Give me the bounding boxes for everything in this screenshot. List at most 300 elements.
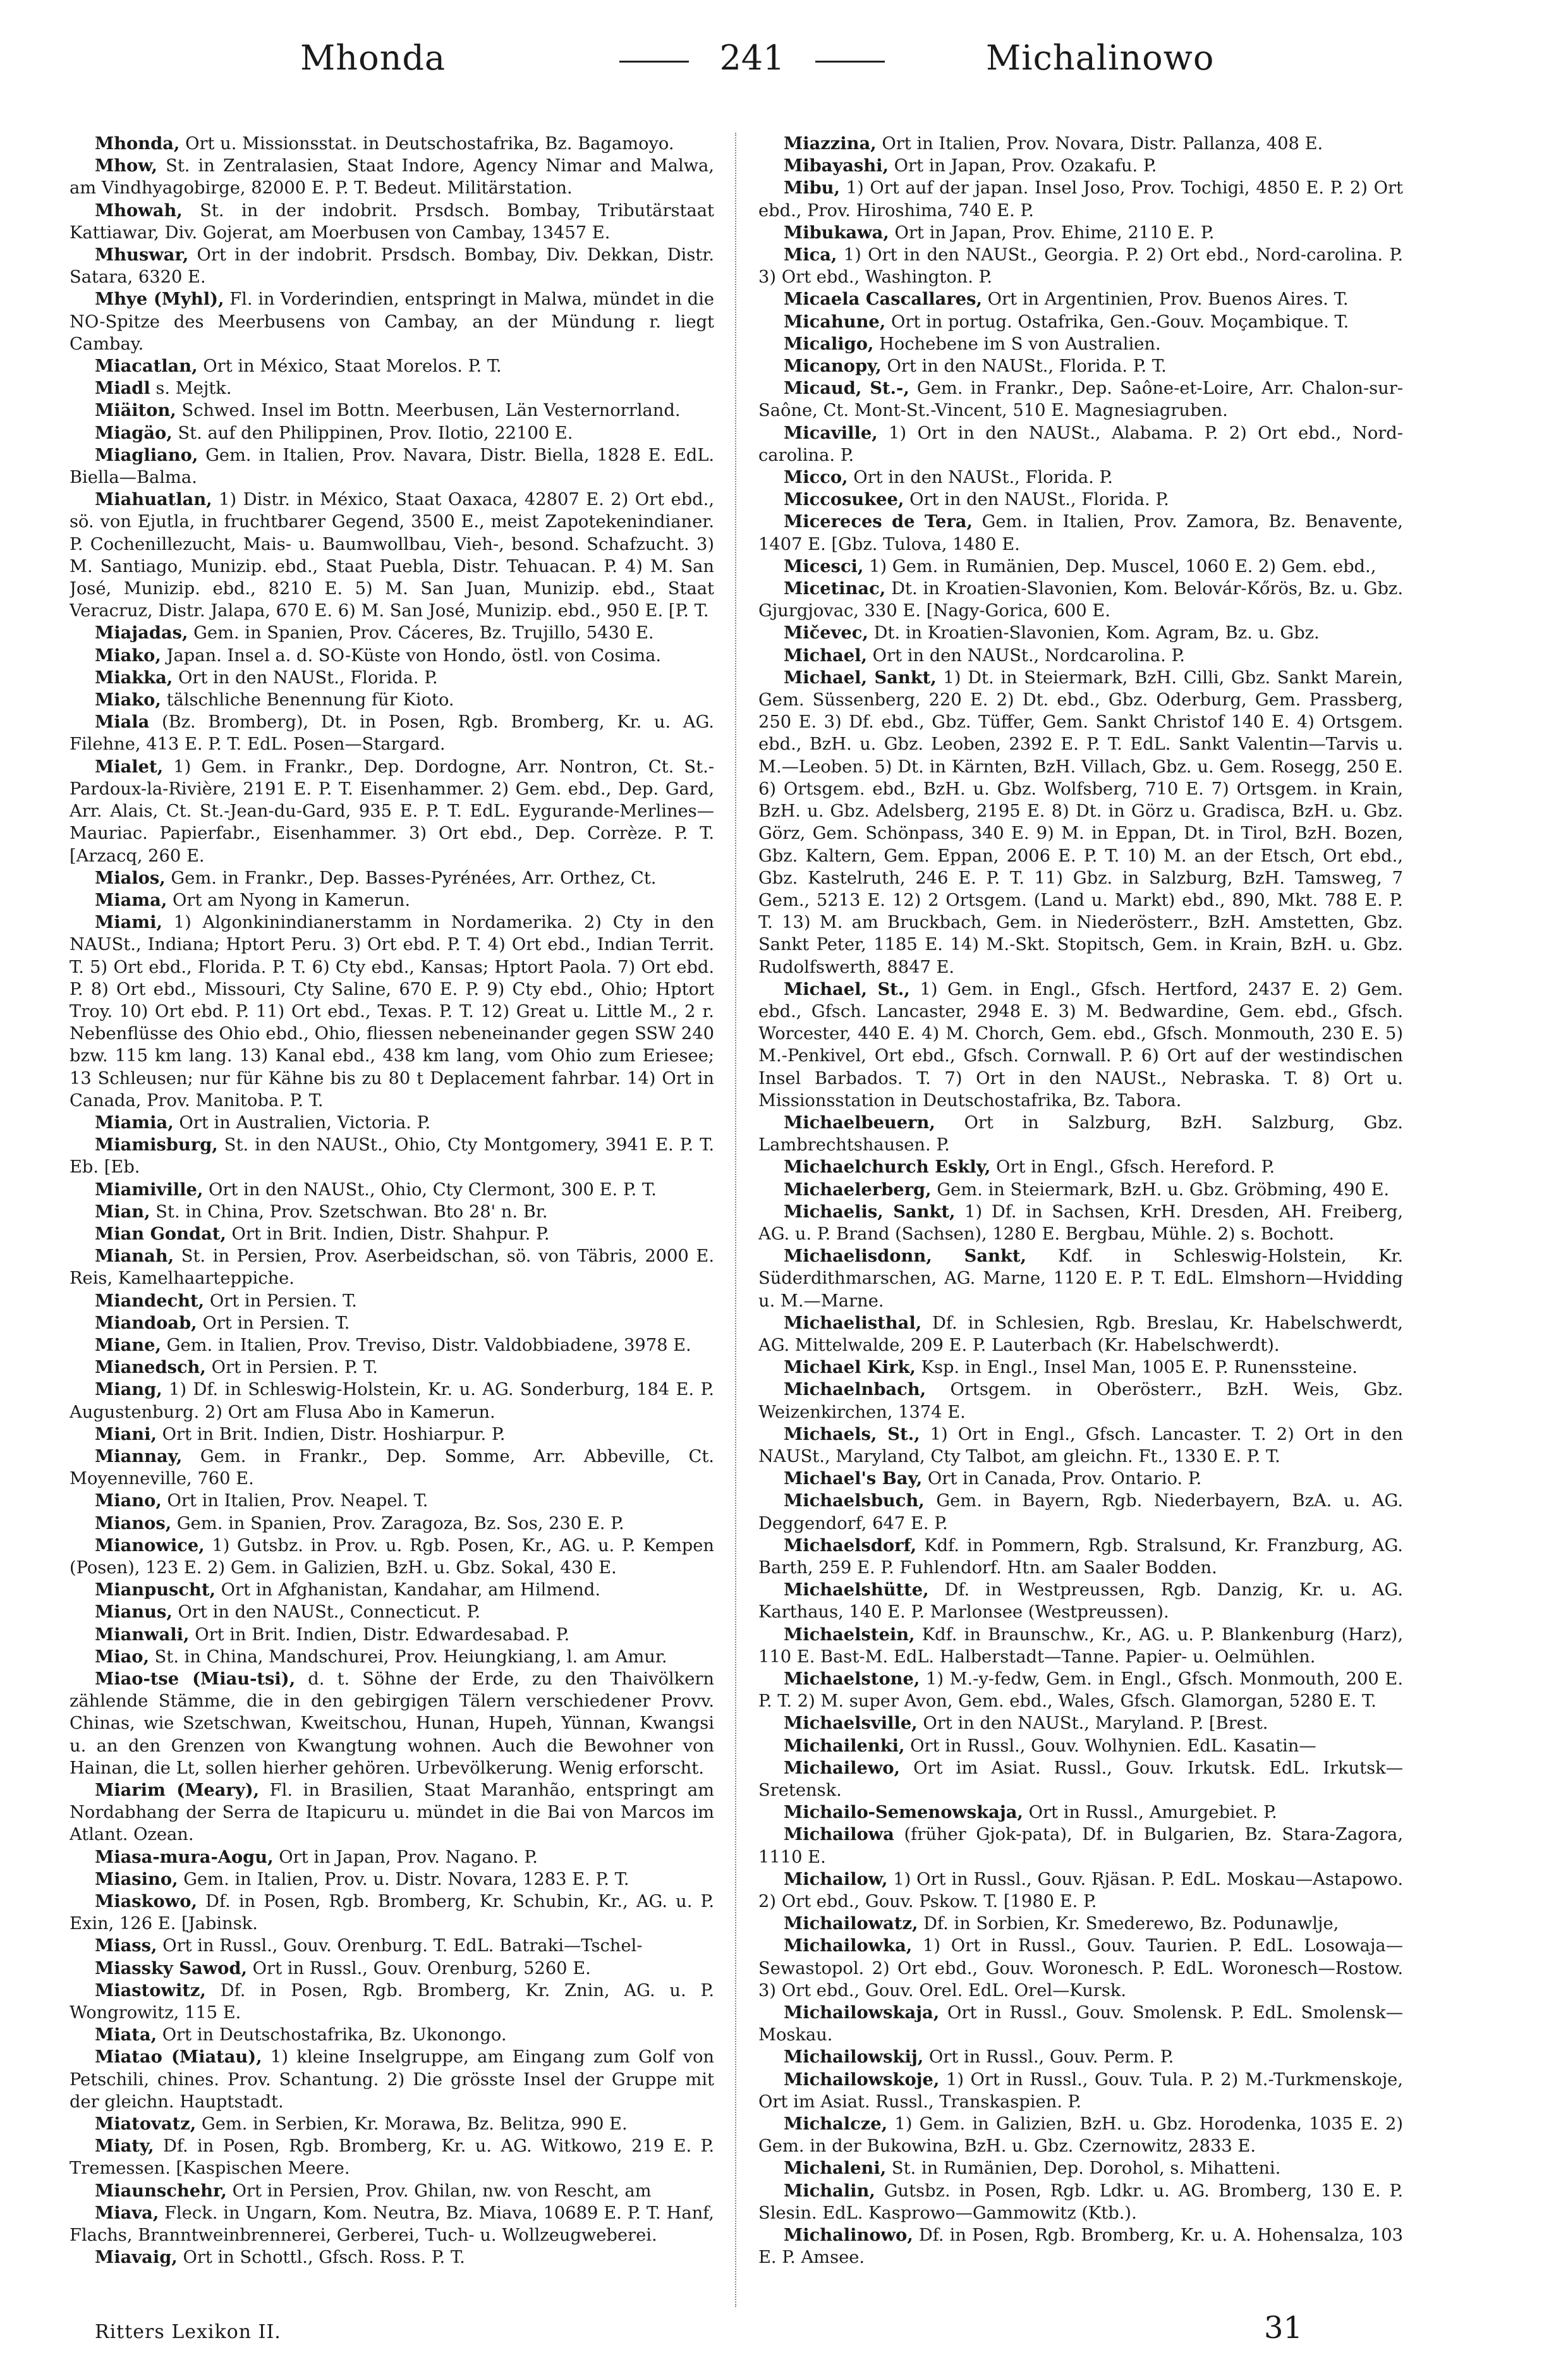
entry-text: Ort in Canada, Prov. Ontario. P. — [922, 1469, 1202, 1489]
dictionary-entry — [70, 1312, 714, 1334]
entry-text: Gem. in Frankr., Dep. Saône-et-Loire, Arr. Chalon-sur-Saône, Ct. Mont-St.-Vincent, 510 E. Magnesiagruben. — [758, 379, 1403, 421]
entry-text: Ksp. in Engl., Insel Man, 1005 E. P. Runenssteine. — [915, 1358, 1358, 1378]
entry-headword: Michailowatz, — [784, 1913, 918, 1934]
entry-headword: Michael's Bay, — [784, 1468, 923, 1489]
dictionary-entry — [70, 1423, 714, 1446]
dictionary-entry — [70, 1223, 714, 1245]
dictionary-entry — [758, 177, 1403, 221]
dictionary-entry — [70, 1134, 714, 1178]
entry-text: 1) kleine Inselgruppe, am Eingang zum Golf von Petschili, chines. Prov. Schantung. 2) Die grösste Insel der Gruppe mit der gleichn. Hauptstadt. — [70, 2047, 714, 2112]
entry-text: 1) Distr. in México, Staat Oaxaca, 42807 E. 2) Ort ebd., sö. von Ejutla, in fruchtbarer Gegend, 3500 E., meist Zapotekenindianer. P. Cochenillezucht, Mais- u. Baumwollbau, Vieh-, besond. Schafzucht. 3) M. Santiago, Munizip. ebd., Staat Puebla, Distr. Tehuacan. P. 4) M. San José, Munizip. ebd., 8210 E. 5) M. San Juan, Munizip. ebd., Staat Veracruz, Distr. Jalapa, 670 E. 6) M. San José, Munizip. ebd., 950 E. [P. T. — [70, 490, 714, 621]
entry-text: Fl. in Vorderindien, entspringt in Malwa, mündet in die NO-Spitze des Meerbusens von Cambay, an der Mündung r. liegt Cambay. — [70, 289, 714, 354]
dictionary-entry — [758, 1757, 1403, 1801]
entry-text: Gem. in Spanien, Prov. Cáceres, Bz. Trujillo, 5430 E. — [188, 623, 654, 643]
entry-headword: Miatao (Miatau), — [95, 2047, 262, 2068]
dictionary-entry — [758, 1624, 1403, 1668]
entry-headword: Mianah, — [95, 1246, 174, 1267]
entry-text: Ort in Engl., Gfsch. Hereford. P. — [990, 1157, 1275, 1178]
entry-headword: Miakka, — [95, 667, 173, 688]
dictionary-entry — [70, 889, 714, 911]
entry-text: Fleck. in Ungarn, Kom. Neutra, Bz. Miava, 10689 E. P. T. Hanf, Flachs, Branntweinbrennerei, Gerberei, Tuch- u. Wollzeugweberei. — [70, 2203, 714, 2246]
dictionary-entry — [70, 622, 714, 644]
entry-text: 1) Gem. in Galizien, BzH. u. Gbz. Horodenka, 1035 E. 2) Gem. in der Bukowina, BzH. u. Gbz. Czernowitz, 2833 E. — [758, 2114, 1403, 2157]
entry-text: Ort in der indobrit. Prsdsch. Bombay, Div. Dekkan, Distr. Satara, 6320 E. — [70, 245, 714, 288]
dictionary-entry — [758, 1379, 1403, 1423]
dictionary-entry — [70, 1779, 714, 1846]
dictionary-entry — [758, 1735, 1403, 1757]
dictionary-entry — [758, 1913, 1403, 1935]
dictionary-entry — [758, 288, 1403, 310]
dictionary-entry — [70, 667, 714, 689]
dictionary-entry — [70, 689, 714, 711]
entry-text: Ort in den NAUSt., Florida. P. — [904, 490, 1169, 510]
entry-headword: Michaelbeuern, — [784, 1112, 935, 1133]
dictionary-entry — [70, 200, 714, 244]
entry-text: 1) Df. in Sachsen, KrH. Dresden, AH. Freiberg, AG. u. P. Brand (Sachsen), 1280 E. Bergbau, Mühle. 2) s. Bochott. — [758, 1202, 1403, 1244]
entry-headword: Michael Kirk, — [784, 1357, 916, 1378]
entry-headword: Michael, St., — [784, 978, 910, 999]
entry-headword: Michaels, St., — [784, 1423, 920, 1444]
dictionary-entry — [758, 2180, 1403, 2224]
entry-text: Ort in den NAUSt., Ohio, Cty Clermont, 300 E. P. T. — [203, 1179, 657, 1200]
dictionary-entry — [70, 1490, 714, 1512]
entry-text: Ort in Russl., Gouv. Wolhynien. EdL. Kasatin— — [904, 1736, 1316, 1756]
entry-headword: Mianos, — [95, 1513, 172, 1533]
entry-text: Df. in Sorbien, Kr. Smederewo, Bz. Podunawlje, — [918, 1914, 1339, 1934]
entry-text: Ort in Russl., Gouv. Smolensk. P. EdL. Smolensk—Moskau. — [758, 2003, 1403, 2045]
entry-text: Ort in portug. Ostafrika, Gen.-Gouv. Moçambique. T. — [885, 312, 1349, 332]
entry-headword: Miano, — [95, 1490, 162, 1511]
entry-text: Dt. in Kroatien-Slavonien, Kom. Agram, Bz. u. Gbz. — [868, 623, 1320, 643]
dictionary-entry — [70, 2202, 714, 2246]
entry-text: St. in der indobrit. Prsdsch. Bombay, Tributärstaat Kattiawar, Div. Gojerat, am Moerbusen von Cambay, 13457 E. — [70, 200, 714, 243]
entry-text: s. Mejtk. — [150, 379, 232, 399]
dictionary-entry — [70, 1245, 714, 1289]
entry-headword: Miaskowo, — [95, 1891, 197, 1912]
column-divider — [735, 133, 736, 2307]
entry-text: (früher Gjok-pata), Df. in Bulgarien, Bz. Stara-Zagora, 1110 E. — [758, 1825, 1403, 1867]
entry-headword: Mhow, — [95, 155, 158, 176]
entry-text: Df. in Posen, Rgb. Bromberg, Kr. u. AG. Witkowo, 219 E. P. Tremessen. [Kaspischen Meere. — [70, 2136, 714, 2179]
entry-text: St. in den NAUSt., Ohio, Cty Montgomery, 3941 E. P. T. Eb. [Eb. — [70, 1135, 714, 1178]
entry-text: Ort in México, Staat Morelos. P. T. — [197, 356, 502, 377]
entry-headword: Micaud, St.-, — [784, 378, 909, 399]
entry-text: 1) Gutsbz. in Prov. u. Rgb. Posen, Kr., AG. u. P. Kempen (Posen), 123 E. 2) Gem. in Galizien, BzH. u. Gbz. Sokal, 430 E. — [70, 1535, 714, 1578]
entry-headword: Micahune, — [784, 311, 886, 332]
running-head-left: Mhonda — [300, 38, 446, 78]
entry-text: Gutsbz. in Posen, Rgb. Ldkr. u. AG. Bromberg, 130 E. P. Slesin. EdL. Kasprowo—Gammowitz (Ktb.). — [758, 2181, 1403, 2223]
entry-text: Ort in Afghanistan, Kandahar, am Hilmend. — [216, 1580, 601, 1600]
entry-text: Ort in Italien, Prov. Novara, Distr. Pallanza, 408 E. — [876, 134, 1323, 154]
entry-headword: Michaelerberg, — [784, 1179, 932, 1200]
entry-headword: Miang, — [95, 1379, 162, 1400]
dictionary-entry — [70, 1535, 714, 1579]
dictionary-entry — [70, 1446, 714, 1490]
dictionary-entry — [70, 489, 714, 622]
entry-headword: Michalin, — [784, 2180, 875, 2201]
dictionary-entry — [758, 2046, 1403, 2068]
entry-text: 1) M.-y-fedw, Gem. in Engl., Gfsch. Monmouth, 200 E. P. T. 2) M. super Avon, Gem. ebd., Wales, Gfsch. Glamorgan, 5280 E. T. — [758, 1669, 1403, 1712]
entry-headword: Mianpuscht, — [95, 1580, 216, 1600]
entry-headword: Mibayashi, — [784, 155, 889, 176]
dictionary-entry — [758, 466, 1403, 489]
entry-headword: Mibukawa, — [784, 222, 889, 243]
entry-headword: Michailowa — [784, 1824, 894, 1845]
dictionary-entry — [70, 1179, 714, 1201]
entry-headword: Michael, Sankt, — [784, 667, 937, 688]
entry-text: Ort in den NAUSt., Connecticut. P. — [172, 1602, 481, 1623]
entry-headword: Michailewo, — [784, 1757, 901, 1778]
entry-text: St. in China, Prov. Szetschwan. Bto 28' n. Br. — [150, 1202, 548, 1222]
entry-text: Gem. in Frankr., Dep. Somme, Arr. Abbeville, Ct. Moyenneville, 760 E. — [70, 1446, 714, 1489]
entry-text: 1) Ort in Engl., Gfsch. Lancaster. T. 2) Ort in den NAUSt., Maryland, Cty Talbot, am gleichn. Ft., 1330 E. P. T. — [758, 1424, 1403, 1466]
page-number: 241 — [619, 38, 885, 78]
entry-text: 1) Gem. in Rumänien, Dep. Muscel, 1060 E. 2) Gem. ebd., — [863, 556, 1377, 576]
dictionary-entry — [70, 2246, 714, 2269]
dictionary-entry — [70, 2135, 714, 2179]
dictionary-entry — [70, 711, 714, 755]
entry-headword: Miamisburg, — [95, 1135, 218, 1155]
entry-headword: Michaelsdorf, — [784, 1535, 917, 1556]
entry-headword: Michaleni, — [784, 2158, 887, 2179]
dictionary-entry — [70, 244, 714, 288]
dictionary-entry — [70, 1868, 714, 1891]
entry-text: Gem. in Spanien, Prov. Zaragoza, Bz. Sos, 230 E. P. — [171, 1513, 624, 1533]
entry-headword: Michailenki, — [784, 1735, 905, 1756]
entry-headword: Miasa-mura-Aogu, — [95, 1846, 274, 1867]
dictionary-entry — [758, 1535, 1403, 1579]
dictionary-entry — [70, 1624, 714, 1646]
dictionary-entry — [758, 1712, 1403, 1734]
dictionary-entry — [758, 2224, 1403, 2269]
entry-text: Gem. in Italien, Prov. Treviso, Distr. Valdobbiadene, 3978 E. — [161, 1335, 691, 1355]
entry-headword: Michaelis, Sankt, — [784, 1201, 956, 1222]
dictionary-entry — [758, 155, 1403, 177]
dictionary-entry — [758, 556, 1403, 578]
dictionary-entry — [70, 756, 714, 867]
entry-headword: Miala — [95, 712, 150, 733]
entry-text: tälschliche Benennung für Kioto. — [161, 690, 454, 710]
left-column — [70, 133, 714, 2307]
dictionary-entry — [758, 1312, 1403, 1356]
entry-headword: Miane, — [95, 1334, 161, 1355]
entry-text: Ort in den NAUSt., Nordcarolina. P. — [866, 645, 1185, 666]
entry-text: St. in Zentralasien, Staat Indore, Agency Nimar and Malwa, am Vindhyagobirge, 82000 E. P. T. Bedeut. Militärstation. — [70, 156, 714, 198]
entry-headword: Micanopy, — [784, 356, 882, 377]
dictionary-entry — [70, 1290, 714, 1312]
dictionary-entry — [758, 377, 1403, 422]
entry-headword: Miamia, — [95, 1112, 174, 1133]
entry-text: Ort am Nyong in Kamerun. — [167, 890, 410, 910]
entry-text: Ort in Australien, Victoria. P. — [173, 1112, 431, 1133]
entry-headword: Micereces de Tera, — [784, 511, 973, 532]
right-column — [758, 133, 1403, 2307]
dictionary-entry — [70, 1601, 714, 1623]
entry-headword: Mhonda, — [95, 133, 180, 154]
entry-headword: Mian Gondat, — [95, 1223, 226, 1244]
entry-text: St. in Persien, Prov. Aserbeidschan, sö. von Täbris, 2000 E. Reis, Kamelhaarteppiche. — [70, 1246, 714, 1289]
dictionary-entry — [70, 1935, 714, 1957]
dictionary-entry — [70, 911, 714, 1112]
dictionary-entry — [70, 1201, 714, 1223]
entry-headword: Michaelstein, — [784, 1624, 915, 1645]
dictionary-entry — [70, 1891, 714, 1935]
dictionary-entry — [70, 2046, 714, 2113]
dictionary-entry — [758, 133, 1403, 155]
dictionary-entry — [758, 2069, 1403, 2113]
entry-headword: Miavaig, — [95, 2247, 178, 2268]
entry-headword: Michailowskoje, — [784, 2069, 940, 2090]
entry-text: Ort in Schottl., Gfsch. Ross. P. T. — [177, 2248, 465, 2268]
dictionary-entry — [758, 667, 1403, 978]
dictionary-entry — [758, 1156, 1403, 1178]
entry-headword: Miajadas, — [95, 623, 188, 643]
dictionary-entry — [70, 1668, 714, 1779]
entry-headword: Micaligo, — [784, 333, 874, 354]
entry-headword: Mica, — [784, 245, 837, 265]
entry-text: Ort in den NAUSt., Maryland. P. [Brest. — [917, 1714, 1268, 1734]
entry-text: Gem. in Steiermark, BzH. u. Gbz. Gröbming, 490 E. — [931, 1179, 1390, 1200]
entry-headword: Mialos, — [95, 867, 166, 888]
entry-text: 1) Ort in Russl., Gouv. Taurien. P. EdL. Losowaja—Sewastopol. 2) Ort ebd., Gouv. Woronesch. P. EdL. Woronesch—Rostow. 3) Ort ebd., Gouv. Orel. EdL. Orel—Kursk. — [758, 1936, 1403, 2001]
sheet-number: 31 — [1264, 2310, 1303, 2346]
dictionary-entry — [758, 244, 1403, 288]
entry-text: 1) Ort in den NAUSt., Georgia. P. 2) Ort ebd., Nord-carolina. P. 3) Ort ebd., Washington. P. — [758, 245, 1403, 288]
entry-text: Dt. in Kroatien-Slavonien, Kom. Belovár-Kőrös, Bz. u. Gbz. Gjurgjovac, 330 E. [Nagy-Gorica, 600 E. — [758, 579, 1403, 621]
entry-headword: Micesci, — [784, 556, 864, 576]
entry-text: Ort in Italien, Prov. Neapel. T. — [161, 1491, 428, 1511]
entry-text: Gem. in Frankr., Dep. Basses-Pyrénées, Arr. Orthez, Ct. — [165, 868, 657, 888]
dictionary-entry — [758, 1490, 1403, 1534]
dictionary-entry — [758, 1801, 1403, 1824]
dictionary-entry — [70, 1579, 714, 1601]
dictionary-entry — [70, 444, 714, 489]
entry-text: Kdf. in Braunschw., Kr., AG. u. P. Blankenburg (Harz), 110 E. Bast-M. EdL. Halberstadt—Tanne. Papier- u. Oelmühlen. — [758, 1624, 1403, 1667]
entry-text: Ort u. Missionsstat. in Deutschostafrika, Bz. Bagamoyo. — [179, 134, 674, 154]
dictionary-entry — [758, 311, 1403, 333]
dictionary-entry — [758, 978, 1403, 1112]
dictionary-entry — [758, 1468, 1403, 1490]
entry-text: Ort in den NAUSt., Florida. P. — [173, 667, 438, 688]
entry-headword: Miako, — [95, 690, 161, 710]
entry-headword: Micaela Cascallares, — [784, 289, 982, 310]
entry-headword: Mhye (Myhl), — [95, 289, 224, 310]
entry-text: Ort in Persien. T. — [197, 1313, 350, 1333]
entry-text: Df. in Posen, Rgb. Bromberg, Kr. Znin, AG. u. P. Wongrowitz, 115 E. — [70, 1980, 714, 2023]
entry-headword: Michailowskaja, — [784, 2002, 940, 2023]
running-head-right: Michalinowo — [986, 38, 1215, 78]
entry-headword: Miama, — [95, 889, 167, 910]
entry-headword: Miäiton, — [95, 400, 176, 421]
entry-text: 1) Df. in Schleswig-Holstein, Kr. u. AG. Sonderburg, 184 E. P. Augustenburg. 2) Ort am Flusa Abo in Kamerun. — [70, 1380, 714, 1422]
entry-headword: Miani, — [95, 1423, 157, 1444]
entry-headword: Mianedsch, — [95, 1357, 206, 1378]
entry-headword: Miatovatz, — [95, 2114, 197, 2135]
entry-headword: Miastowitz, — [95, 1980, 206, 2001]
dictionary-entry — [758, 645, 1403, 667]
dictionary-entry — [758, 222, 1403, 244]
entry-text: Fl. in Brasilien, Staat Maranhão, entspringt am Nordabhang der Serra de Itapicuru u. mündet in die Bai von Marcos im Atlant. Ozean. — [70, 1781, 714, 1845]
entry-text: Df. in Westpreussen, Rgb. Danzig, Kr. u. AG. Karthaus, 140 E. P. Marlonsee (Westpreussen). — [758, 1580, 1403, 1623]
entry-text: Hochebene im S von Australien. — [873, 334, 1161, 354]
entry-text: Ort in Russl., Gouv. Perm. P. — [923, 2047, 1174, 2068]
entry-text: Ort in Japan, Prov. Ozakafu. P. — [889, 156, 1157, 176]
entry-headword: Michaelshütte, — [784, 1580, 929, 1600]
entry-text: 1) Dt. in Steiermark, BzH. Cilli, Gbz. Sankt Marein, Gem. Süssenberg, 220 E. 2) Dt. ebd., Gbz. Oderburg, Gem. Prassberg, 250 E. 3) Df. ebd., Gbz. Tüffer, Gem. Sankt Christof 140 E. 4) Ortsgem. ebd., BzH. u. Gbz. Leoben, 2392 E. P. T. EdL. Sankt Valentin—Tarvis u. M.—Leoben. 5) Dt. in Kärnten, BzH. Villach, Gbz. u. Gem. Rosegg, 250 E. 6) Ortsgem. ebd., BzH. u. Gbz. Wolfsberg, 710 E. 7) Ortsgem. in Krain, BzH. u. Gbz. Adelsberg, 2195 E. 8) Dt. in Görz u. Gradisca, BzH. u. Gbz. Görz, Gem. Schönpass, 340 E. 9) M. in Eppan, Dt. in Tirol, BzH. Bozen, Gbz. Kaltern, Gem. Eppan, 2006 E. P. T. 10) M. an der Etsch, Ort ebd., Gbz. Kastelruth, 246 E. P. T. 11) Gbz. in Salzburg, BzH. Tamsweg, 7 Gem., 5213 E. 12) 2 Ortsgem. (Land u. Markt) ebd., 890, Mkt. 788 E. P. T. 13) M. am Bruckbach, Gem. in Niederösterr., BzH. Amstetten, Gbz. Sankt Peter, 1185 E. 14) M.-Skt. Stopitsch, Gem. in Krain, BzH. u. Gbz. Rudolfswerth, 8847 E. — [758, 667, 1403, 977]
dictionary-entry — [758, 1112, 1403, 1156]
entry-text: Ort in Russl., Amurgebiet. P. — [1023, 1803, 1277, 1823]
dictionary-entry — [70, 1112, 714, 1134]
entry-text: Ort in Argentinien, Prov. Buenos Aires. T. — [982, 289, 1349, 310]
entry-headword: Mičevec, — [784, 623, 868, 643]
entry-text: Gem. in Italien, Prov. u. Distr. Novara, 1283 E. P. T. — [178, 1869, 629, 1889]
entry-headword: Miami, — [95, 912, 163, 933]
dictionary-entry — [758, 1935, 1403, 2002]
entry-text: 1) Ort in Russl., Gouv. Rjäsan. P. EdL. Moskau—Astapowo. 2) Ort ebd., Gouv. Pskow. T. [1980 E. P. — [758, 1869, 1403, 1912]
entry-headword: Michaelisthal, — [784, 1312, 922, 1333]
entry-text: Kdf. in Schleswig-Holstein, Kr. Süderdithmarschen, AG. Marne, 1120 E. P. T. EdL. Elmshorn—Hvidding u. M.—Marne. — [758, 1246, 1403, 1311]
entry-headword: Mhowah, — [95, 200, 183, 221]
dictionary-entry — [758, 511, 1403, 555]
dictionary-entry — [758, 1668, 1403, 1712]
entry-headword: Miandecht, — [95, 1290, 205, 1311]
entry-headword: Miava, — [95, 2202, 159, 2223]
dictionary-entry — [70, 1958, 714, 1980]
entry-headword: Miassky Sawod, — [95, 1958, 247, 1978]
entry-headword: Miahuatlan, — [95, 489, 212, 510]
entry-text: (Bz. Bromberg), Dt. in Posen, Rgb. Bromberg, Kr. u. AG. Filehne, 413 E. P. T. EdL. Posen—Stargard. — [70, 712, 714, 755]
entry-text: Ort in Russl., Gouv. Orenburg. T. EdL. Batraki—Tschel- — [157, 1936, 643, 1956]
dictionary-entry — [70, 155, 714, 199]
entry-text: St. auf den Philippinen, Prov. Ilotio, 22100 E. — [172, 423, 573, 443]
entry-headword: Michalinowo, — [784, 2225, 913, 2246]
dictionary-entry — [758, 2157, 1403, 2179]
dictionary-entry — [758, 1245, 1403, 1312]
entry-text: 1) Algonkinindianerstamm in Nordamerika. 2) Cty in den NAUSt., Indiana; Hptort Peru. 3) Ort ebd. P. T. 4) Ort ebd., Indian Territ. T. 5) Ort ebd., Florida. P. T. 6) Cty ebd., Kansas; Hptort Paola. 7) Ort ebd. P. 8) Ort ebd., Missouri, Cty Saline, 670 E. P. 9) Cty ebd., Ohio; Hptort Troy. 10) Ort ebd. P. 11) Ort ebd., Texas. P. T. 12) Great u. Little M., 2 r. Nebenflüsse des Ohio ebd., Ohio, fliessen nebeneinander gegen SSW 240 bzw. 115 km lang. 13) Kanal ebd., 438 km lang, vom Ohio zum Eriesee; 13 Schleusen; nur für Kähne bis zu 80 t Deplacement fahrbar. 14) Ort in Canada, Prov. Manitoba. P. T. — [70, 913, 714, 1111]
entry-headword: Mianwali, — [95, 1624, 190, 1645]
entry-headword: Mhuswar, — [95, 245, 189, 265]
entry-text: 1) Ort auf der japan. Insel Joso, Prov. Tochigi, 4850 E. P. 2) Ort ebd., Prov. Hiroshima, 740 E. P. — [758, 178, 1403, 221]
dictionary-entry — [70, 288, 714, 355]
dictionary-entry — [70, 1379, 714, 1423]
dictionary-entry — [758, 1356, 1403, 1379]
entry-text: Ort in Russl., Gouv. Orenburg, 5260 E. — [246, 1958, 591, 1978]
dictionary-entry — [70, 1356, 714, 1379]
entry-headword: Miccosukee, — [784, 489, 904, 510]
entry-text: Gem. in Italien, Prov. Navara, Distr. Biella, 1828 E. EdL. Biella—Balma. — [70, 445, 714, 488]
entry-headword: Miagäo, — [95, 422, 173, 443]
dictionary-entry — [758, 2002, 1403, 2046]
dictionary-entry — [758, 1579, 1403, 1623]
dictionary-entry — [758, 622, 1403, 644]
entry-text: Ort in Brit. Indien, Distr. Edwardesabad. P. — [189, 1624, 570, 1645]
entry-headword: Mian, — [95, 1201, 150, 1222]
entry-headword: Mibu, — [784, 178, 841, 198]
entry-text: Gem. in Italien, Prov. Zamora, Bz. Benavente, 1407 E. [Gbz. Tulova, 1480 E. — [758, 512, 1403, 554]
dictionary-entry — [70, 2024, 714, 2046]
dictionary-entry — [758, 489, 1403, 511]
entry-text: Df. in Schlesien, Rgb. Breslau, Kr. Habelschwerdt, AG. Mittelwalde, 209 E. P. Lauterbach (Kr. Habelschwerdt). — [758, 1313, 1403, 1355]
dictionary-entry — [758, 2113, 1403, 2157]
entry-headword: Miadl — [95, 378, 150, 399]
entry-headword: Miaunschehr, — [95, 2180, 227, 2201]
entry-text: Gem. in Bayern, Rgb. Niederbayern, BzA. u. AG. Deggendorf, 647 E. P. — [758, 1491, 1403, 1533]
entry-text: Ort in den NAUSt., Florida. P. — [848, 468, 1113, 488]
entry-headword: Miazzina, — [784, 133, 877, 154]
dictionary-entry — [758, 1179, 1403, 1201]
dictionary-entry — [70, 133, 714, 155]
entry-headword: Miasino, — [95, 1868, 178, 1889]
entry-headword: Miao-tse (Miau-tsi), — [95, 1669, 296, 1690]
entry-headword: Michalcze, — [784, 2114, 888, 2135]
entry-headword: Miao, — [95, 1646, 149, 1667]
dictionary-entry — [758, 1423, 1403, 1468]
entry-headword: Miako, — [95, 645, 161, 666]
entry-headword: Michaelisdonn, Sankt, — [784, 1246, 1026, 1267]
entry-headword: Mianus, — [95, 1602, 173, 1623]
dictionary-entry — [70, 1513, 714, 1535]
entry-headword: Miacatlan, — [95, 356, 198, 377]
dictionary-entry — [70, 377, 714, 399]
dictionary-entry — [758, 355, 1403, 377]
entry-headword: Michaelnbach, — [784, 1379, 927, 1400]
entry-text: Ort in Persien. T. — [204, 1291, 357, 1311]
entry-headword: Michailo-Semenowskaja, — [784, 1802, 1023, 1823]
entry-text: Ort in Deutschostafrika, Bz. Ukonongo. — [157, 2025, 507, 2045]
dictionary-entry — [758, 578, 1403, 622]
entry-text: d. t. Söhne der Erde, zu den Thaivölkern zählende Stämme, die in den gebirgigen Tälern verschiedener Provv. Chinas, wie Szetschwan, Kweitschou, Hunan, Hupeh, Yünnan, Kwangsi u. an den Grenzen von Kwangtung wohnen. Auch die Bewohner von Hainan, die Lt, sollen hierher gehören. Urbevölkerung. Wenig erforscht. — [70, 1669, 714, 1778]
entry-headword: Mianowice, — [95, 1535, 205, 1556]
dictionary-entry — [70, 1646, 714, 1668]
entry-headword: Miass, — [95, 1935, 157, 1956]
dictionary-entry — [70, 399, 714, 422]
entry-text: Ort in den NAUSt., Florida. P. T. — [881, 356, 1167, 377]
entry-headword: Michailowskij, — [784, 2047, 924, 2068]
dictionary-entry — [70, 1334, 714, 1356]
entry-text: 1) Gem. in Engl., Gfsch. Hertford, 2437 E. 2) Gem. ebd., Gfsch. Lancaster, 2948 E. 3) M. Bedwardine, Gem. ebd., Gfsch. Worcester, 440 E. 4) M. Chorch, Gem. ebd., Gfsch. Monmouth, 230 E. 5) M.-Penkivel, Ort ebd., Gfsch. Cornwall. P. 6) Ort auf der westindischen Insel Barbados. T. 7) Ort in den NAUSt., Nebraska. T. 8) Ort u. Missionsstation in Deutschostafrika, Bz. Tabora. — [758, 979, 1403, 1111]
page-header — [0, 38, 1568, 114]
entry-text: Kdf. in Pommern, Rgb. Stralsund, Kr. Franzburg, AG. Barth, 259 E. P. Fuhlendorf. Htn. am Saaler Bodden. — [758, 1535, 1403, 1578]
dictionary-entry — [70, 645, 714, 667]
dictionary-entry — [70, 355, 714, 377]
footer-signature: Ritters Lexikon II. — [95, 2321, 281, 2343]
entry-headword: Micaville, — [784, 422, 878, 443]
dictionary-entry — [70, 2180, 714, 2202]
entry-text: Ortsgem. in Oberösterr., BzH. Weis, Gbz. Weizenkirchen, 1374 E. — [758, 1380, 1403, 1422]
entry-headword: Miaty, — [95, 2136, 154, 2157]
dictionary-entry — [70, 1980, 714, 2024]
entry-text: St. in Rumänien, Dep. Dorohol, s. Mihatteni. — [886, 2159, 1281, 2179]
entry-headword: Michael, — [784, 645, 867, 666]
entry-text: Ort in Japan, Prov. Nagano. P. — [273, 1847, 538, 1867]
entry-text: Df. in Posen, Rgb. Bromberg, Kr. u. A. Hohensalza, 103 E. P. Amsee. — [758, 2226, 1403, 2268]
dictionary-entry — [758, 1868, 1403, 1913]
entry-text: 1) Gem. in Frankr., Dep. Dordogne, Arr. Nontron, Ct. St.-Pardoux-la-Rivière, 2191 E. P. T. Eisenhammer. 2) Gem. ebd., Dep. Gard, Arr. Alais, Ct. St.-Jean-du-Gard, 935 E. P. T. EdL. Eygurande-Merlines—Mauriac. Papierfabr., Eisenhammer. 3) Ort ebd., Dep. Corrèze. P. T. [Arzacq, 260 E. — [70, 757, 714, 866]
dictionary-entry — [758, 1201, 1403, 1245]
entry-text: Df. in Posen, Rgb. Bromberg, Kr. Schubin, Kr., AG. u. P. Exin, 126 E. [Jabinsk. — [70, 1892, 714, 1934]
entry-headword: Miannay, — [95, 1446, 183, 1466]
entry-headword: Micetinac, — [784, 578, 886, 599]
dictionary-entry — [70, 2113, 714, 2135]
entry-headword: Miarim (Meary), — [95, 1780, 260, 1801]
entry-headword: Michaelsville, — [784, 1713, 918, 1734]
dictionary-entry — [758, 422, 1403, 466]
entry-text: Ort in Japan, Prov. Ehime, 2110 E. P. — [889, 222, 1215, 243]
entry-headword: Michaelstone, — [784, 1669, 920, 1690]
entry-text: Schwed. Insel im Bottn. Meerbusen, Län Vesternorrland. — [176, 401, 681, 421]
entry-text: Ort in Brit. Indien, Distr. Hoshiarpur. P. — [157, 1424, 506, 1444]
entry-headword: Mialet, — [95, 756, 164, 777]
